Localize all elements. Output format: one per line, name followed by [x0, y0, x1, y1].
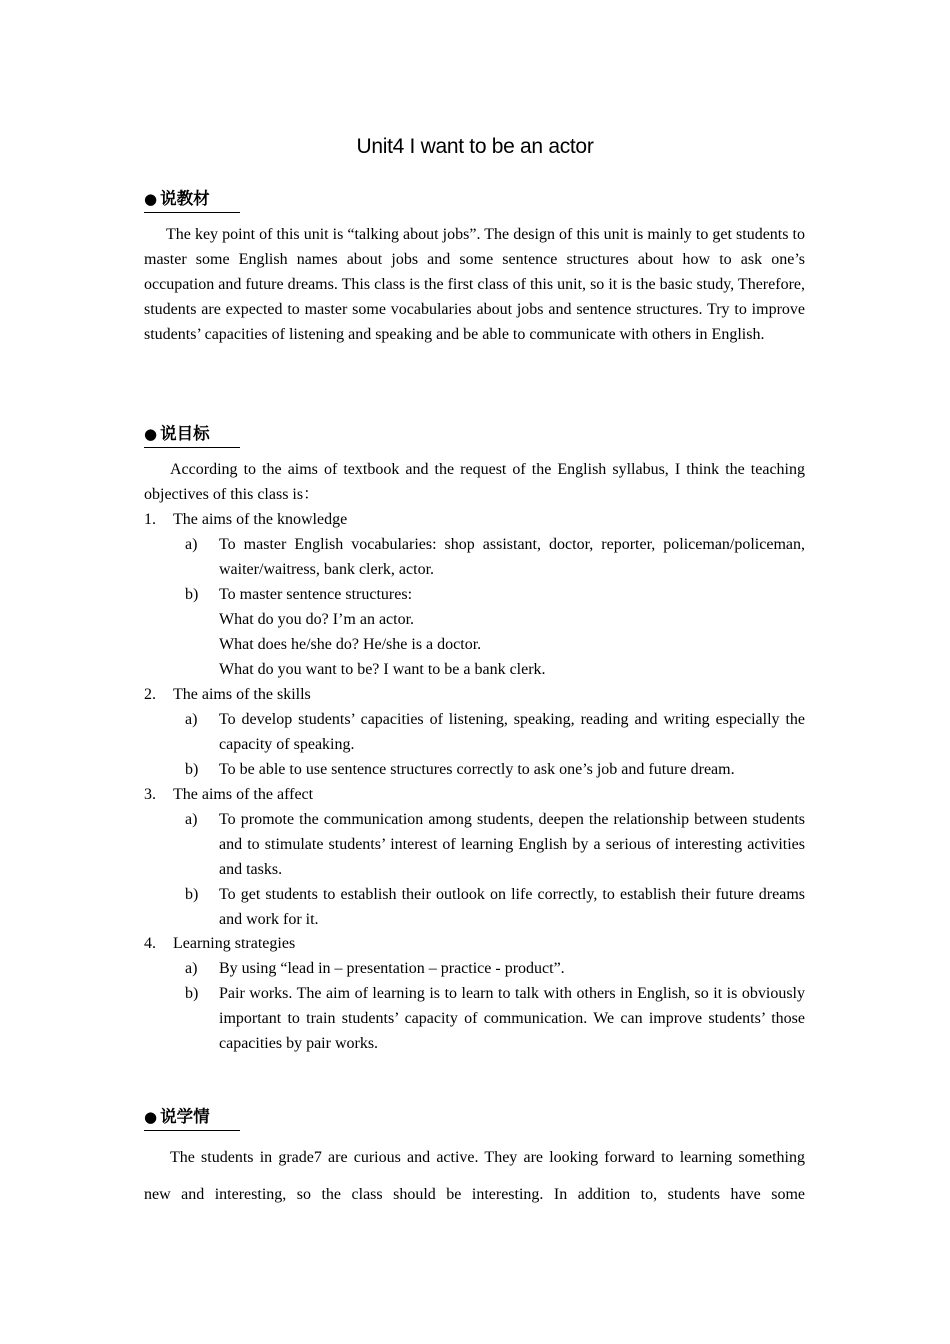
list-item-label: Learning strategies [173, 935, 296, 952]
list-item-label: The aims of the knowledge [173, 511, 348, 528]
example-sentence: What does he/she do? He/she is a doctor. [219, 636, 482, 653]
sub-item-text: To get students to establish their outlook on life correctly, to establish their future dreams and work for it. [219, 886, 805, 928]
list-number: 4. [144, 935, 156, 952]
section-paragraph [144, 1139, 805, 1213]
document-title: Unit4 I want to be an actor [356, 135, 594, 158]
bullet-icon: ● [144, 1108, 158, 1126]
sub-letter: a) [185, 960, 198, 977]
bullet-icon: ● [144, 425, 158, 443]
sub-item-text: Pair works. The aim of learning is to learn to talk with others in English, so it is obviously important to train students’ capacity of communication. We can improve students’ those capacities by pair works. [219, 985, 805, 1052]
sub-letter: b) [185, 761, 199, 778]
list-number: 3. [144, 786, 156, 803]
paragraph-line: new and interesting, so the class should be interesting. In addition to, students have some [144, 1186, 805, 1203]
section-paragraph [144, 222, 805, 347]
sub-item-text: To promote the communication among students, deepen the relationship between students and to stimulate students’ interest of learning English by a serious of interesting activities and tasks. [219, 811, 805, 878]
sub-item-text: To be able to use sentence structures correctly to ask one’s job and future dream. [219, 761, 735, 778]
section-heading-label: 说教材 [160, 189, 210, 208]
sub-item-text: To master English vocabularies: shop assistant, doctor, reporter, policeman/policeman, waiter/waitress, bank clerk, actor. [219, 536, 805, 578]
example-sentence: What do you want to be? I want to be a bank clerk. [219, 661, 546, 678]
sub-item-text [219, 582, 805, 682]
section-heading-students [144, 1104, 240, 1131]
section-heading-textbook [144, 186, 240, 213]
sub-letter: a) [185, 811, 198, 828]
objectives-intro [144, 457, 805, 507]
section-heading-objectives [144, 421, 240, 448]
sub-item-text: To develop students’ capacities of listening, speaking, reading and writing especially the capacity of speaking. [219, 711, 805, 753]
sub-item-text: By using “lead in – presentation – practice - product”. [219, 960, 565, 977]
paragraph-text: The key point of this unit is “talking about jobs”. The design of this unit is mainly to get students to master some English names about jobs and some sentence structures about how to ask one’s occupation and future dreams. This class is the first class of this unit, so it is the basic study, Therefore, students are expected to master some vocabularies about jobs and sentence structures. Try to improve students’ capacities of listening and speaking and be able to communicate with others in English. [144, 226, 805, 343]
sub-item-line: To master sentence structures: [219, 586, 413, 603]
example-sentence: What do you do? I’m an actor. [219, 611, 415, 628]
bullet-icon: ● [144, 190, 158, 208]
sub-letter: b) [185, 586, 199, 603]
list-number: 2. [144, 686, 156, 703]
section-heading-label: 说学情 [160, 1107, 210, 1126]
sub-letter: a) [185, 536, 198, 553]
list-number: 1. [144, 511, 156, 528]
sub-letter: a) [185, 711, 198, 728]
sub-letter: b) [185, 985, 199, 1002]
paragraph-line: The students in grade7 are curious and active. They are looking forward to learning something [170, 1149, 805, 1166]
section-heading-label: 说目标 [160, 424, 210, 443]
list-item-label: The aims of the affect [173, 786, 314, 803]
list-item-label: The aims of the skills [173, 686, 311, 703]
sub-letter: b) [185, 886, 199, 903]
paragraph-text: According to the aims of textbook and the request of the English syllabus, I think the teaching objectives of this class is： [144, 461, 805, 503]
